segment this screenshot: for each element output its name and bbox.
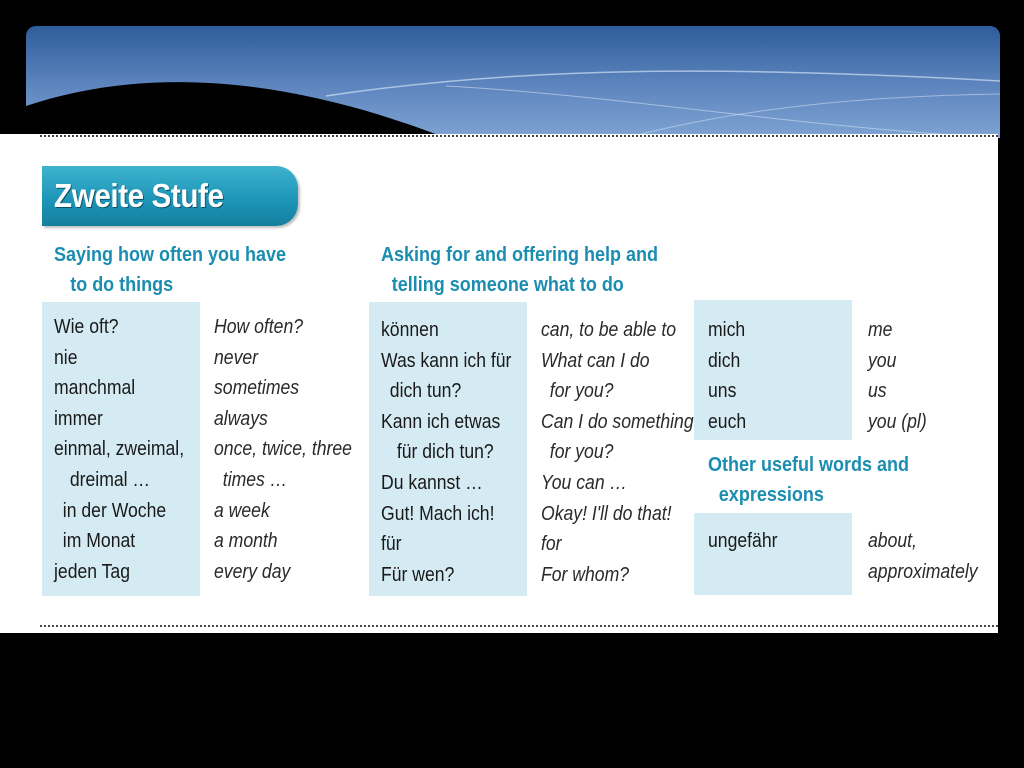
heading-line: Other useful words and [708, 454, 910, 476]
vocab-translation: always [214, 407, 268, 430]
vocab-translation: How often? [214, 316, 304, 338]
vocab-translation: approximately [868, 560, 978, 583]
heading-line: telling someone what to do [391, 274, 624, 296]
vocab-term: für dich tun? [396, 441, 494, 464]
vocab-term: dich [708, 349, 741, 372]
vocab-term: euch [708, 410, 747, 433]
vocab-term: für [381, 533, 402, 556]
vocab-translation: never [214, 346, 259, 369]
vocabulary-page [0, 134, 998, 633]
vocab-term: ungefähr [708, 530, 778, 552]
vocab-term: Wie oft? [54, 316, 119, 338]
vocab-term: Du kannst … [381, 471, 483, 494]
slide-header-decoration [26, 26, 1000, 138]
vocab-term: dreimal … [69, 468, 151, 491]
vocab-translation: For whom? [541, 563, 630, 586]
english-column-useful [868, 526, 978, 587]
vocab-term: Für wen? [381, 563, 455, 586]
vocab-term: dich tun? [389, 380, 462, 403]
vocab-translation: What can I do [541, 349, 650, 372]
dotted-divider-bottom [40, 625, 998, 627]
vocab-translation: once, twice, three [214, 438, 352, 461]
vocab-translation: Can I do something [541, 410, 694, 433]
vocab-translation: for you? [549, 441, 614, 464]
vocab-translation: you [868, 349, 897, 372]
heading-line: Saying how often you have [54, 244, 287, 266]
vocab-translation: a week [214, 499, 270, 522]
vocab-translation: every day [214, 560, 291, 583]
section-banner [42, 166, 298, 226]
german-column-useful [708, 526, 777, 557]
english-column-often [214, 312, 352, 587]
vocab-translation: you (pl) [868, 410, 927, 433]
vocab-translation: can, to be able to [541, 319, 677, 341]
heading-line: expressions [718, 484, 824, 506]
english-column-pronouns [868, 315, 927, 437]
heading-useful-words [708, 450, 909, 510]
vocab-term: im Monat [62, 530, 136, 553]
vocab-translation: us [868, 380, 887, 403]
heading-line: to do things [70, 274, 174, 296]
wave-decoration [26, 26, 1000, 138]
dotted-divider-top [40, 135, 998, 137]
vocab-translation: times … [222, 468, 288, 491]
vocab-term: Was kann ich für [381, 349, 512, 372]
vocab-term: uns [708, 380, 737, 403]
vocab-term: Kann ich etwas [381, 410, 501, 433]
vocab-translation: about, [868, 530, 917, 552]
vocab-term: einmal, zweimal, [54, 438, 185, 461]
vocab-translation: a month [214, 530, 278, 553]
heading-line: Asking for and offering help and [381, 244, 659, 266]
heading-how-often [54, 240, 286, 300]
vocab-translation: sometimes [214, 377, 300, 400]
vocab-term: mich [708, 319, 746, 341]
vocab-translation: Okay! I'll do that! [541, 502, 672, 525]
german-column-often [54, 312, 184, 587]
vocab-term: manchmal [54, 377, 136, 400]
german-column-pronouns [708, 315, 746, 437]
vocab-term: in der Woche [62, 499, 167, 522]
english-column-help [541, 315, 694, 590]
vocab-translation: for you? [549, 380, 614, 403]
vocab-term: immer [54, 407, 103, 430]
vocab-translation: me [868, 319, 893, 341]
heading-offering-help [381, 240, 658, 300]
vocab-translation: You can … [541, 471, 628, 494]
vocab-term: Gut! Mach ich! [381, 502, 495, 525]
banner-title: Zweite Stufe [54, 177, 224, 214]
vocab-term: nie [54, 346, 78, 369]
vocab-term: jeden Tag [54, 560, 131, 583]
german-column-help [381, 315, 511, 590]
vocab-translation: for [541, 533, 562, 556]
vocab-term: können [381, 319, 439, 341]
